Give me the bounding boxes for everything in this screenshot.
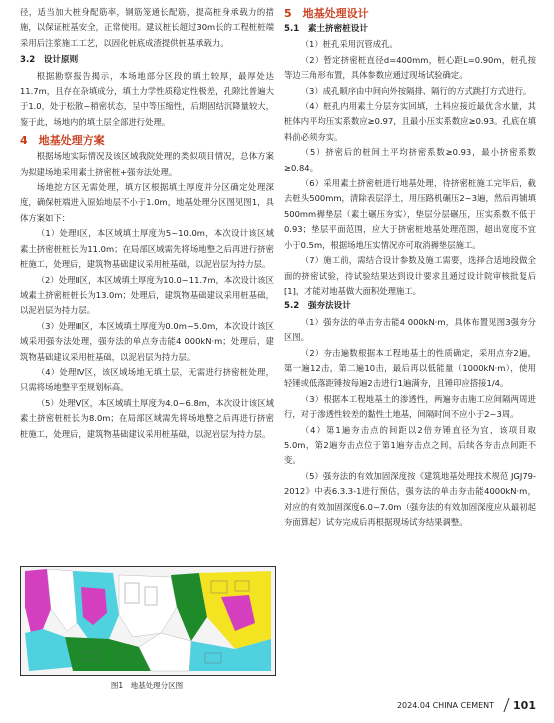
page-footer [397,698,536,712]
paragraph-5-1-3: （3）成孔顺序由中间向外按隔排、隔行的方式跳打方式进行。 [300,85,532,96]
paragraph-5-2-2: （2）夯击遍数根据本工程地基土的性质确定，采用点夯2遍，第一遍12击，第二遍10击，最后再以低能量（1000kN·m），使用轻锤或低落距锤按每遍2击进行1遍满夯，且锤印应搭接1/4。 [284,347,536,389]
paragraph-zone-5: （5）处理Ⅴ区，本区域填土厚度为4.0~6.8m，本次设计该区域素土挤密桩桩长为8.0m；在局部区域需先将场地整之后再进行挤密桩施工，处理后，建筑物基础建议采用桩基础，以泥岩层为持力层。 [20,397,274,439]
heading-5: 5 地基处理设计 [284,7,369,20]
paragraph-design-principle: 根据勘察报告揭示，本场地部分区段的填土较厚，最厚处达11.7m，且存在杂填成分，填土力学性质稳定性极差，孔隙比普遍大于1.0，处于松散~稍密状态，呈中等压缩性，后期固结沉降量较大，鉴于此，场地内的填土层全部进行处理。 [20,70,274,127]
paragraph-scheme-b: 场地挖方区无需处理，填方区根据填土厚度并分区确定处理深度，确保桩端进入原始地层不小于1.0m，地基处理分区图见图1，具体方案如下： [20,182,274,223]
paragraph-zone-1: （1）处理Ⅰ区，本区域填土厚度为5~10.0m，本次设计该区域素土挤密桩桩长为11.0m；在局部区域需先将场地整之后再进行挤密桩施工，处理后，建筑物基础建议采用桩基础，以泥岩层为持力层。 [20,228,274,270]
paragraph-scheme-a: 根据场地实际情况及该区域我院处理的类似项目情况，总体方案为拟建场地采用素土挤密桩+强夯法处理。 [20,151,274,177]
paragraph-5-2-1: （1）强夯法的单击夯击能4 000kN·m，具体布置见图3强夯分区图。 [284,316,536,343]
heading-3-2: 3.2 设计原则 [20,55,79,66]
journal-name: 2024.04 CHINA CEMENT [396,700,495,710]
paragraph-5-1-4: （4）桩孔内用素土分层夯实回填，土料应接近最优含水量，其桩体内平均压实系数应≥0.97，且最小压实系数应≥0.93。孔底在填料前必须夯实。 [284,101,536,142]
paragraph-5-2-3: （3）根据本工程地基土的渗透性，两遍夯击施工应间隔两周进行，对于渗透性较差的黏性土地基，间隔时间不应小于2~3周。 [284,393,536,420]
paragraph-5-1-6: （6）采用素土挤密桩进行地基处理，待挤密桩施工完毕后，截去桩头500mm，清除表层浮土，用压路机碾压2~3遍，然后再铺填500mm褥垫层（素土碾压夯实），垫层分层碾压，压实系数不低于0.93；垫层平面范围，应大于挤密桩地基处理范围，超出宽度不宜小于0.5m，根据场地压实情况亦可取消褥垫层施工。 [284,178,536,250]
paragraph-5-1-7: （7）施工前，需结合设计参数及施工需要，选择合适地段做全面的挤密试验，待试验结果达到设计要求且通过设计院审核批复后[1]，才能对地基做大面积处理施工。 [284,255,536,296]
zoning-map-figure [20,566,276,676]
paragraph-zone-4: （4）处理Ⅳ区，该区域场地无填土层，无需进行挤密桩处理，只需将场地整平至规划标高。 [20,366,274,393]
page-number: 101 [513,698,536,712]
heading-4: 4 地基处理方案 [20,134,105,148]
left-column [20,5,274,442]
paragraph-intro: 径，适当加大桩身配筋率，钢筋笼通长配筋，提高桩身承载力的措施，以保证桩基安全，正常使用。建议桩长超过30m长的工程桩桩端采用后注浆施工工艺，以固化桩底成渣提供桩基承载力。 [20,7,274,48]
paragraph-5-1-5: （5）挤密后的桩间土平均挤密系数≥0.93，最小挤密系数≥0.84。 [284,147,536,173]
zoning-map [21,567,275,675]
heading-5-1: 5.1 素土挤密桩设计 [284,24,368,34]
paragraph-zone-3: （3）处理Ⅲ区，本区域填土厚度为0.0m~5.0m，本次设计该区域采用强夯法处理，强夯法的单点夯击能4 000kN·m；处理后，建筑物基础建议采用桩基础，以泥岩层为持力层。 [20,320,274,362]
paragraph-5-1-2: （2）暂定挤密桩直径d=400mm，桩心距L=0.90m，桩孔按等边三角形布置，具体参数应通过现场试验确定。 [284,54,536,81]
figure-caption: 图1 地基处理分区图 [110,681,184,690]
footer-divider [503,698,509,712]
paragraph-5-1-1: （1）桩孔采用沉管成孔。 [300,39,398,50]
paragraph-zone-2: （2）处理Ⅱ区，本区域填土厚度为10.0~11.7m，本次设计该区域素土挤密桩桩长为13.0m；处理后，建筑物基础建议采用桩基础，以泥岩层为持力层。 [20,274,274,316]
right-column [284,5,536,530]
paragraph-5-2-5: （5）强夯法的有效加固深度按《建筑地基处理技术规范 JGJ79-2012》中表6.3.3-1进行预估，强夯法的单击夯击能4000kN·m，对应的有效加固深度6.0~7.0m（强夯法的有效加固深度应从最初起夯面算起）试夯完成后再根据现场试夯结果调整。 [284,470,536,527]
paragraph-5-2-4: （4）第1遍夯击点的间距以2倍夯锤直径为宜，该项目取5.0m，第2遍夯击点位于第1遍夯击点之间，后续各夯击点间距不变。 [284,424,536,466]
heading-5-2: 5.2 强夯法设计 [284,301,351,312]
